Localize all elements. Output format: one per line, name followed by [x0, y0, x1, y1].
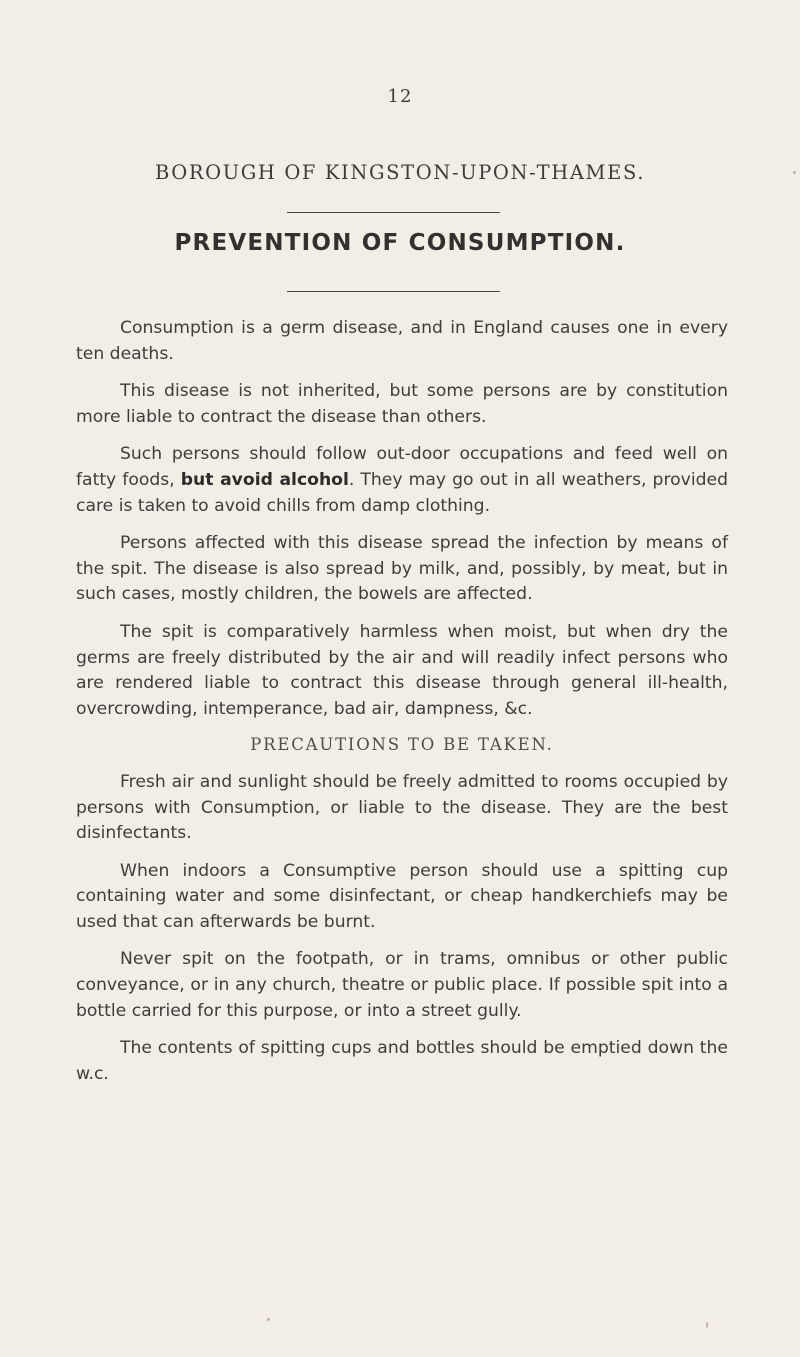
bottom-divider — [287, 291, 500, 292]
paper-speck — [706, 1322, 708, 1328]
paragraph-spit-harmless: The spit is comparatively harmless when moist, but when dry the germs are freely distributed by the air and will readily infect persons who are rendered liable to contract this disease through general ill-health, overcrowding, intemperance, bad air, dampness, &c. — [76, 621, 728, 719]
avoid-alcohol-emphasis: but avoid alcohol — [180, 469, 349, 490]
paragraph-occupations-start: Such persons should follow out-door occupations and feed well on fatty foods, — [76, 444, 728, 490]
page-title: PREVENTION OF CONSUMPTION. — [174, 230, 626, 256]
page-number: 12 — [387, 86, 413, 107]
paragraph-spitting-cup: When indoors a Consumptive person should use a spitting cup containing water and some disinfectant, or cheap handkerchiefs may be used that can afterwards be burnt. — [76, 860, 728, 932]
paragraph-occupations — [76, 442, 728, 519]
paragraph-empty-contents: The contents of spitting cups and bottles should be emptied down the w.c. — [76, 1038, 728, 1084]
paragraph-never-spit: Never spit on the footpath, or in trams, omnibus or other public conveyance, or in any church, theatre or public place. If possible spit into a bottle carried for this purpose, or into a street gully. — [76, 949, 728, 1021]
precautions-heading: PRECAUTIONS TO BE TAKEN. — [250, 735, 554, 755]
body-text — [76, 316, 728, 1099]
paragraph-germ-disease: Consumption is a germ disease, and in England causes one in every ten deaths. — [76, 318, 728, 364]
paragraph-not-inherited: This disease is not inherited, but some persons are by constitution more liable to contract the disease than others. — [76, 381, 728, 427]
paper-speck — [793, 171, 796, 174]
paper-speck — [267, 1318, 270, 1321]
paragraph-occupations-end: . They may go out in all weathers, provided care is taken to avoid chills from damp clothing. — [76, 469, 728, 516]
borough-heading: BOROUGH OF KINGSTON-UPON-THAMES. — [154, 161, 646, 184]
paragraph-fresh-air: Fresh air and sunlight should be freely admitted to rooms occupied by persons with Consumption, or liable to the disease. They are the best disinfectants. — [76, 771, 728, 844]
top-divider — [287, 212, 500, 213]
paragraph-spread-infection: Persons affected with this disease spread the infection by means of the spit. The disease is also spread by milk, and, possibly, by meat, but in such cases, mostly children, the bowels are affected. — [76, 533, 728, 605]
